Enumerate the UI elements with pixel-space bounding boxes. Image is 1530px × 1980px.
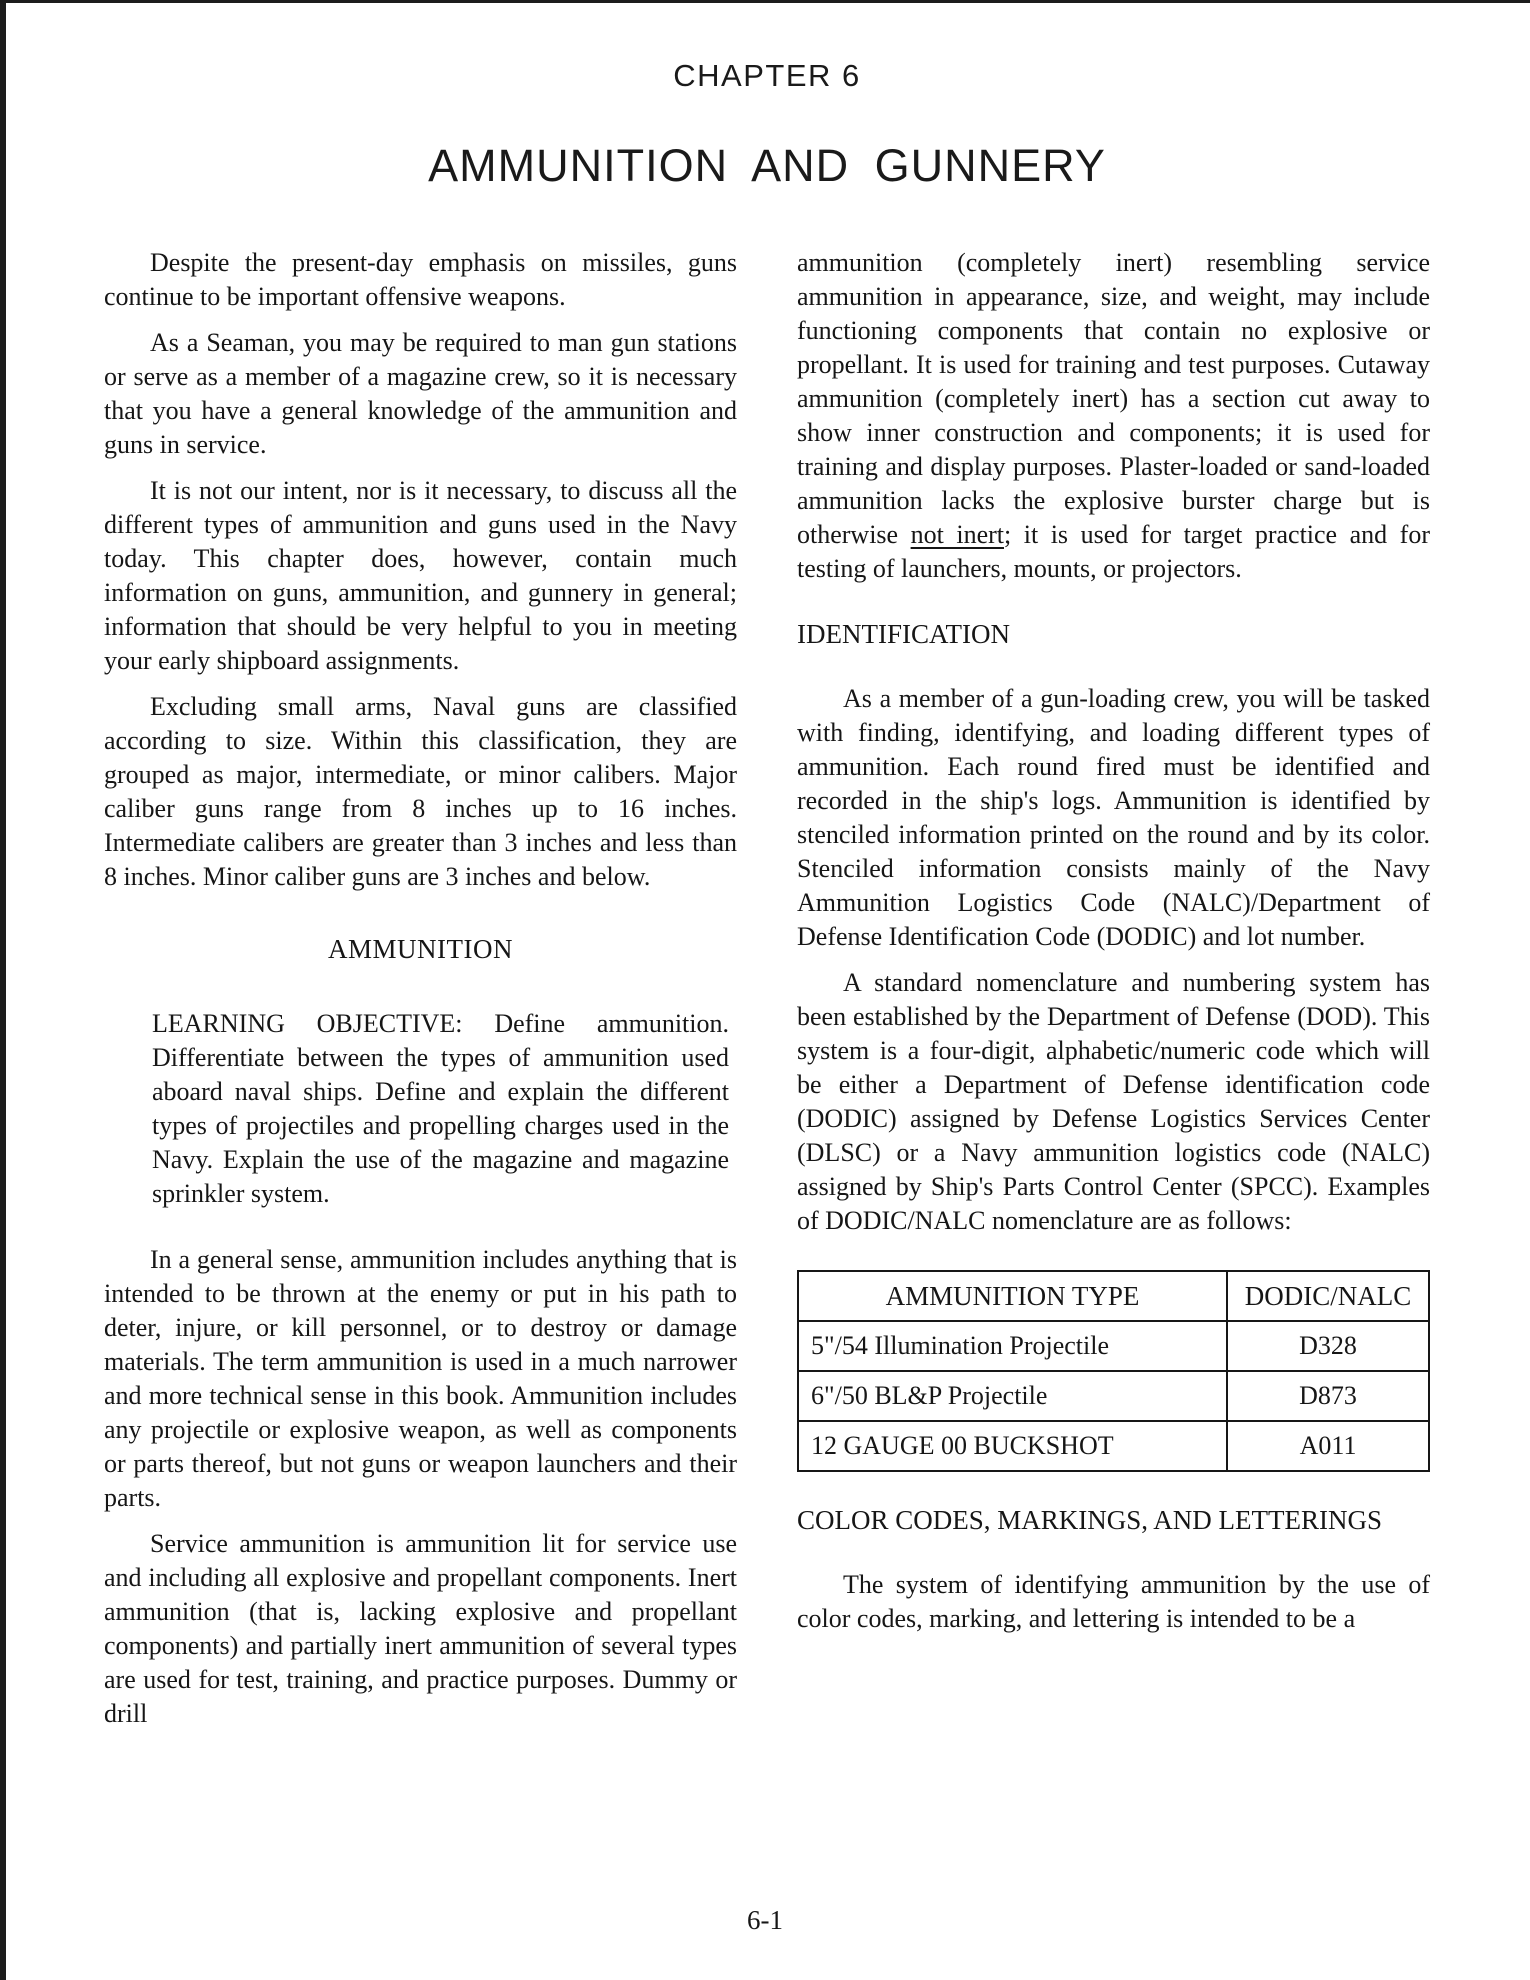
paragraph: As a Seaman, you may be required to man gun stations or serve as a member of a magazine crew, so it is necessary that you have a general knowledge of the ammunition and guns in service. bbox=[104, 328, 737, 459]
paragraph: It is not our intent, nor is it necessary, to discuss all the different types of ammunition and guns used in the Navy today. This chapter does, however, contain much information on guns, ammunition, and gunnery in general; information that should be very helpful to you in meeting your early shipboard assignments. bbox=[104, 476, 737, 675]
section-heading-ammunition: AMMUNITION bbox=[328, 934, 513, 964]
paragraph-text: ; it is used for target practice and for testing of launchers, mounts, or projectors. bbox=[797, 520, 1430, 583]
dodic-code-cell: D328 bbox=[1227, 1321, 1429, 1371]
chapter-label: CHAPTER 6 bbox=[673, 58, 861, 93]
right-column bbox=[797, 246, 1430, 1743]
table-header-dodic-nalc: DODIC/NALC bbox=[1227, 1271, 1429, 1321]
dodic-code-cell: A011 bbox=[1227, 1421, 1429, 1471]
dodic-code-cell: D873 bbox=[1227, 1371, 1429, 1421]
table-row bbox=[798, 1371, 1429, 1421]
paragraph: The system of identifying ammunition by the use of color codes, marking, and lettering is intended to be a bbox=[797, 1570, 1430, 1633]
page-footer bbox=[0, 1905, 1530, 1936]
section-heading-color-codes: COLOR CODES, MARKINGS, AND LETTERINGS bbox=[797, 1505, 1383, 1535]
ammo-type-cell: 12 GAUGE 00 BUCKSHOT bbox=[798, 1421, 1227, 1471]
ammunition-table bbox=[797, 1270, 1430, 1472]
left-column bbox=[104, 246, 737, 1743]
paragraph: Despite the present-day emphasis on missiles, guns continue to be important offensive weapons. bbox=[104, 248, 737, 311]
learning-objective-block: LEARNING OBJECTIVE: Define ammunition. Differentiate between the types of ammunition used aboard naval ships. Define and explain the different types of projectiles and propelling charges used in the Navy. Explain the use of the magazine and magazine sprinkler system. bbox=[152, 1009, 729, 1208]
table-header-row bbox=[798, 1271, 1429, 1321]
section-heading-identification: IDENTIFICATION bbox=[797, 619, 1010, 649]
paragraph: In a general sense, ammunition includes anything that is intended to be thrown at the enemy or put in his path to deter, injure, or kill personnel, or to destroy or damage materials. The term ammunition is used in a much narrower and more technical sense in this book. Ammunition includes any projectile or explosive weapon, as well as components or parts thereof, but not guns or weapon launchers and their parts. bbox=[104, 1245, 737, 1512]
ammo-type-cell: 5"/54 Illumination Projectile bbox=[798, 1321, 1227, 1371]
ammo-type-cell: 6"/50 BL&P Projectile bbox=[798, 1371, 1227, 1421]
page-title: AMMUNITION AND GUNNERY bbox=[428, 140, 1106, 191]
paragraph: Excluding small arms, Naval guns are classified according to size. Within this classification, they are grouped as major, intermediate, or minor calibers. Major caliber guns range from 8 inches up to 16 inches. Intermediate calibers are greater than 3 inches and less than 8 inches. Minor caliber guns are 3 inches and below. bbox=[104, 692, 737, 891]
paragraph: Service ammunition is ammunition lit for service use and including all explosive and propellant components. Inert ammunition (that is, lacking explosive and propellant components) and partially inert ammunition of several types are used for test, training, and practice purposes. Dummy or drill bbox=[104, 1529, 737, 1728]
paragraph-text: ammunition (completely inert) resembling service ammunition in appearance, size, and weight, may include functioning components that contain no explosive or propellant. It is used for training and test purposes. Cutaway ammunition (completely inert) has a section cut away to show inner construction and components; it is used for training and display purposes. Plaster-loaded or sand-loaded ammunition lacks the explosive burster charge but is otherwise bbox=[797, 248, 1430, 549]
table-row bbox=[798, 1421, 1429, 1471]
page-number: 6-1 bbox=[747, 1905, 783, 1935]
table-header-ammunition-type: AMMUNITION TYPE bbox=[798, 1271, 1227, 1321]
two-column-body bbox=[104, 246, 1430, 1743]
table-row bbox=[798, 1321, 1429, 1371]
paragraph: As a member of a gun-loading crew, you will be tasked with finding, identifying, and loading different types of ammunition. Each round fired must be identified and recorded in the ship's logs. Ammunition is identified by stenciled information printed on the round and by its color. Stenciled information consists mainly of the Navy Ammunition Logistics Code (NALC)/Department of Defense Identification Code (DODIC) and lot number. bbox=[797, 684, 1430, 951]
underlined-phrase: not inert bbox=[910, 520, 1004, 549]
paragraph: A standard nomenclature and numbering system has been established by the Department of Defense (DOD). This system is a four-digit, alphabetic/numeric code which will be either a Department of Defense identification code (DODIC) assigned by Defense Logistics Services Center (DLSC) or a Navy ammunition logistics code (NALC) assigned by Ship's Parts Control Center (SPCC). Examples of DODIC/NALC nomenclature are as follows: bbox=[797, 968, 1430, 1235]
page-header bbox=[104, 58, 1430, 192]
paragraph-continuation bbox=[797, 246, 1430, 586]
